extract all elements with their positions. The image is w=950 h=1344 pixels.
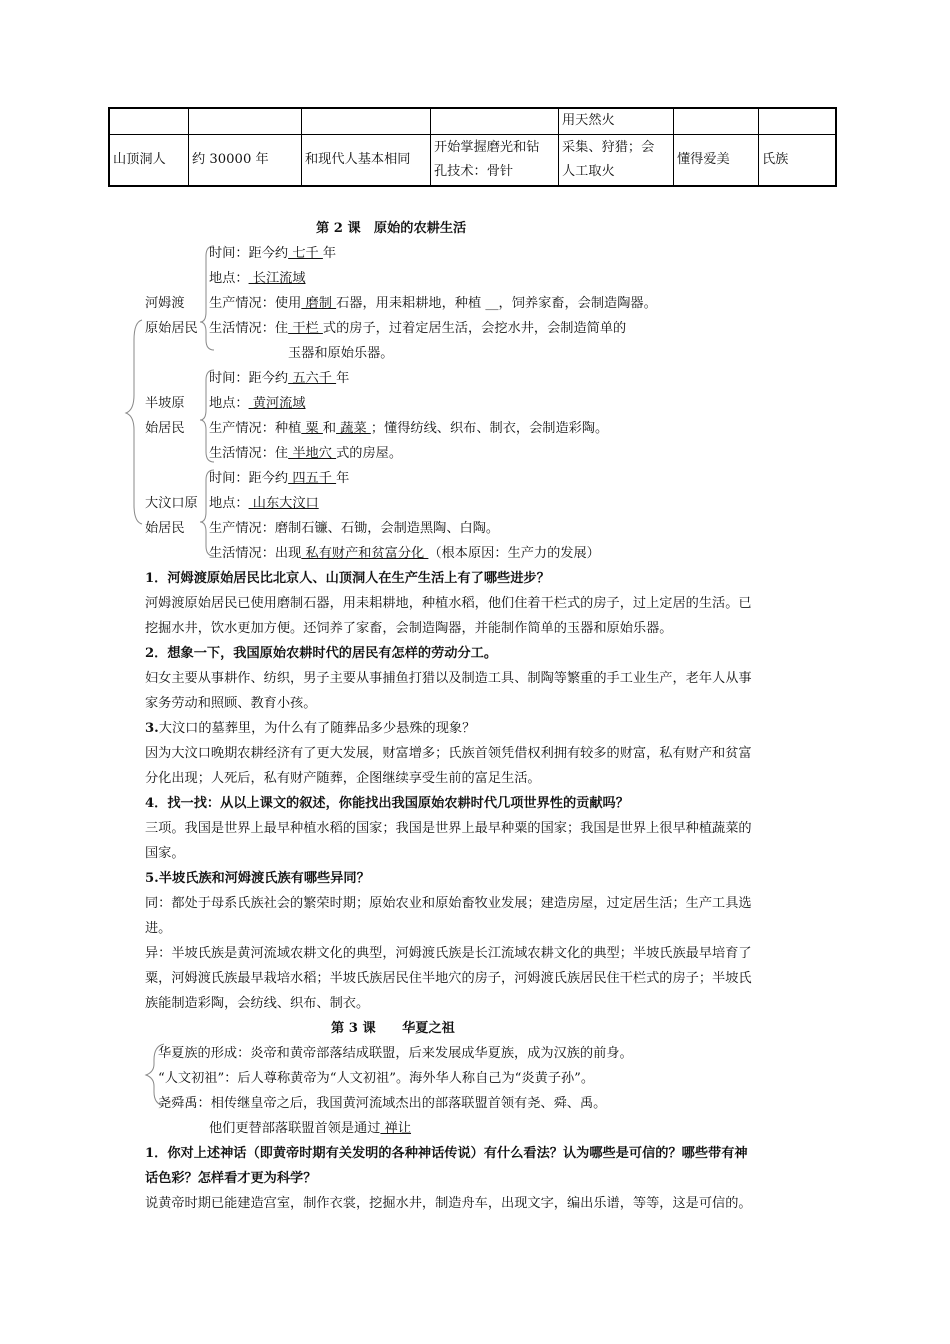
text: 式的房屋。 xyxy=(336,446,403,461)
text: ；懂得纺线、织布、制衣，会制造彩陶。 xyxy=(370,421,609,436)
text: 时间：距今约 xyxy=(209,246,289,261)
answer-line: 进。 xyxy=(145,921,172,936)
answer-line: 三项。我国是世界上最早种植水稻的国家；我国是世界上最早种粟的国家；我国是世界上很早种植蔬菜的 xyxy=(145,821,752,836)
answer-line: 异：半坡氏族是黄河流域农耕文化的典型，河姆渡氏族是长江流域农耕文化的典型；半坡氏族最早培育了 xyxy=(145,946,752,961)
hemudu-label: 原始居民 xyxy=(145,321,198,336)
text: 生产情况：种植 xyxy=(209,421,302,436)
banpo-life xyxy=(209,444,402,464)
text: 生活情况：出现 xyxy=(209,546,302,561)
question-3 xyxy=(145,719,475,739)
cell-line: 采集、狩猎；会 xyxy=(562,139,655,155)
fill-blank: 磨制 xyxy=(301,296,337,311)
dawenkou-label: 始居民 xyxy=(145,521,185,536)
fill-blank: 干栏 xyxy=(288,321,323,336)
text: 石器，用耒耜耕地，种植 xyxy=(336,296,482,311)
table-cell xyxy=(109,108,189,134)
dawenkou-place xyxy=(209,494,319,514)
lesson2-title: 第 2 课 原始的农耕生活 xyxy=(316,221,467,236)
text: 年 xyxy=(336,471,350,486)
table-cell xyxy=(431,108,559,134)
dawenkou-label: 大汶口原 xyxy=(145,496,198,511)
dawenkou-production: 生产情况：磨制石镰、石锄，会制造黑陶、白陶。 xyxy=(209,521,500,536)
answer-line: 家务劳动和照顾、教育小孩。 xyxy=(145,696,317,711)
text: 年 xyxy=(336,371,350,386)
text: 地点： xyxy=(209,271,249,286)
hemudu-production xyxy=(209,294,657,314)
outer-brace xyxy=(126,320,142,524)
prehistoric-humans-table xyxy=(108,107,837,187)
banpo-place xyxy=(209,394,306,414)
answer-line: 挖掘水井，饮水更加方便。还饲养了家畜，会制造陶器，并能制作简单的玉器和原始乐器。 xyxy=(145,621,673,636)
text: 生活情况：住 xyxy=(209,321,289,336)
table-cell xyxy=(189,108,302,134)
hemudu-life xyxy=(209,319,626,339)
question-1: 1．河姆渡原始居民比北京人、山顶洞人在生产生活上有了哪些进步？ xyxy=(145,571,550,586)
question-2: 2．想象一下，我国原始农耕时代的居民有怎样的劳动分工。 xyxy=(145,646,498,661)
text: 生产情况：使用 xyxy=(209,296,302,311)
answer-line: 同：都处于母系氏族社会的繁荣时期；原始农业和原始畜牧业发展；建造房屋，过定居生活；生产工具选 xyxy=(145,896,752,911)
table-cell xyxy=(431,134,559,186)
table-cell: 山顶洞人 xyxy=(109,134,189,186)
lesson3-line: 尧舜禹：相传继皇帝之后，我国黄河流域杰出的部落联盟首领有尧、舜、禹。 xyxy=(158,1096,607,1111)
answer-line: 河姆渡原始居民已使用磨制石器，用耒耜耕地，种植水稻，他们住着干栏式的房子，过上定居的生活。已 xyxy=(145,596,752,611)
text: 年 xyxy=(322,246,337,261)
text: 他们更替部落联盟首领是通过 xyxy=(209,1121,381,1136)
question-5: 5.半坡氏族和河姆渡氏族有哪些异同？ xyxy=(145,871,370,886)
hemudu-time xyxy=(209,244,336,264)
banpo-label: 半坡原 xyxy=(145,396,185,411)
text: 地点： xyxy=(209,496,249,511)
question-number: 3. xyxy=(145,721,159,736)
table-cell: 约 30000 年 xyxy=(189,134,302,186)
fill-blank: 蔬菜 xyxy=(336,421,371,436)
lesson3-question-1: 1．你对上述神话（即黄帝时期有关发明的各种神话传说）有什么看法？认为哪些是可信的？哪些带有神 xyxy=(145,1146,748,1161)
banpo-time xyxy=(209,369,349,389)
answer-line: 妇女主要从事耕作、纺织，男子主要从事捕鱼打猎以及制造工具、制陶等繁重的手工业生产，老年人从事 xyxy=(145,671,752,686)
banpo-label: 始居民 xyxy=(145,421,185,436)
table-cell: 懂得爱美 xyxy=(674,134,759,186)
lesson3-line: 华夏族的形成：炎帝和黄帝部落结成联盟，后来发展成华夏族，成为汉族的前身。 xyxy=(158,1046,633,1061)
table-row xyxy=(109,134,836,186)
text: 和 xyxy=(322,421,337,436)
fill-blank: 半地穴 xyxy=(288,446,337,461)
text: 地点： xyxy=(209,396,249,411)
table-row xyxy=(109,108,836,134)
lesson3-answer-1: 说黄帝时期已能建造宫室，制作衣裳，挖掘水井，制造舟车，出现文字，编出乐谱，等等，这是可信的。 xyxy=(145,1196,752,1211)
fill-blank: 七千 xyxy=(288,246,323,261)
table-cell xyxy=(302,108,431,134)
cell-line: 孔技术：骨针 xyxy=(434,163,514,179)
dawenkou-time xyxy=(209,469,349,489)
lesson3-title: 第 3 课 华夏之祖 xyxy=(331,1021,455,1036)
question-text: 大汶口的墓葬里，为什么有了随葬品多少悬殊的现象？ xyxy=(158,721,476,736)
answer-line: 粟，河姆渡氏族最早栽培水稻；半坡氏族居民住半地穴的房子，河姆渡氏族居民住干栏式的房子；半坡氏 xyxy=(145,971,752,986)
text: 时间：距今约 xyxy=(209,471,289,486)
answer-line: 分化出现；人死后，私有财产随葬，企图继续享受生前的富足生活。 xyxy=(145,771,541,786)
lesson3-shanrang xyxy=(209,1119,411,1139)
answer-line: 因为大汶口晚期农耕经济有了更大发展，财富增多；氏族首领凭借权利拥有较多的财富，私有财产和贫富 xyxy=(145,746,752,761)
fill-blank: 山东大汶口 xyxy=(248,496,319,511)
table-cell: 氏族 xyxy=(759,134,837,186)
table-cell xyxy=(759,108,837,134)
question-4: 4．找一找：从以上课文的叙述，你能找出我国原始农耕时代几项世界性的贡献吗？ xyxy=(145,796,629,811)
text: 生活情况：住 xyxy=(209,446,289,461)
cell-line: 开始掌握磨光和钻 xyxy=(434,139,540,155)
fill-blank: 粟 xyxy=(301,421,323,436)
hemudu-label: 河姆渡 xyxy=(145,296,185,311)
hemudu-life-cont: 玉器和原始乐器。 xyxy=(288,346,394,361)
cell-line: 人工取火 xyxy=(562,163,615,179)
answer-line: 国家。 xyxy=(145,846,185,861)
banpo-production xyxy=(209,419,608,439)
fill-blank: 五六千 xyxy=(288,371,337,386)
dawenkou-life xyxy=(209,544,600,564)
text: （根本原因：生产力的发展） xyxy=(428,546,600,561)
table-cell: 和现代人基本相同 xyxy=(302,134,431,186)
lesson3-question-1-cont: 话色彩？怎样看才更为科学？ xyxy=(145,1171,317,1186)
fill-blank: 禅让 xyxy=(380,1121,412,1136)
fill-blank: 四五千 xyxy=(288,471,337,486)
table-cell xyxy=(559,134,674,186)
fill-blank: 黄河流域 xyxy=(248,396,306,411)
table-cell xyxy=(674,108,759,134)
answer-line: 族能制造彩陶，会纺线、织布、制衣。 xyxy=(145,996,370,1011)
fill-blank: 长江流域 xyxy=(248,271,306,286)
text: 时间：距今约 xyxy=(209,371,289,386)
hemudu-place xyxy=(209,269,306,289)
fill-blank: __ xyxy=(481,296,499,311)
lesson3-line: “人文初祖”：后人尊称黄帝为“人文初祖”。海外华人称自己为“炎黄子孙”。 xyxy=(158,1071,595,1086)
table-cell: 用天然火 xyxy=(559,108,674,134)
text: 式的房子，过着定居生活，会挖水井，会制造简单的 xyxy=(322,321,627,336)
fill-blank: 私有财产和贫富分化 xyxy=(301,546,429,561)
text: ，饲养家畜，会制造陶器。 xyxy=(498,296,657,311)
